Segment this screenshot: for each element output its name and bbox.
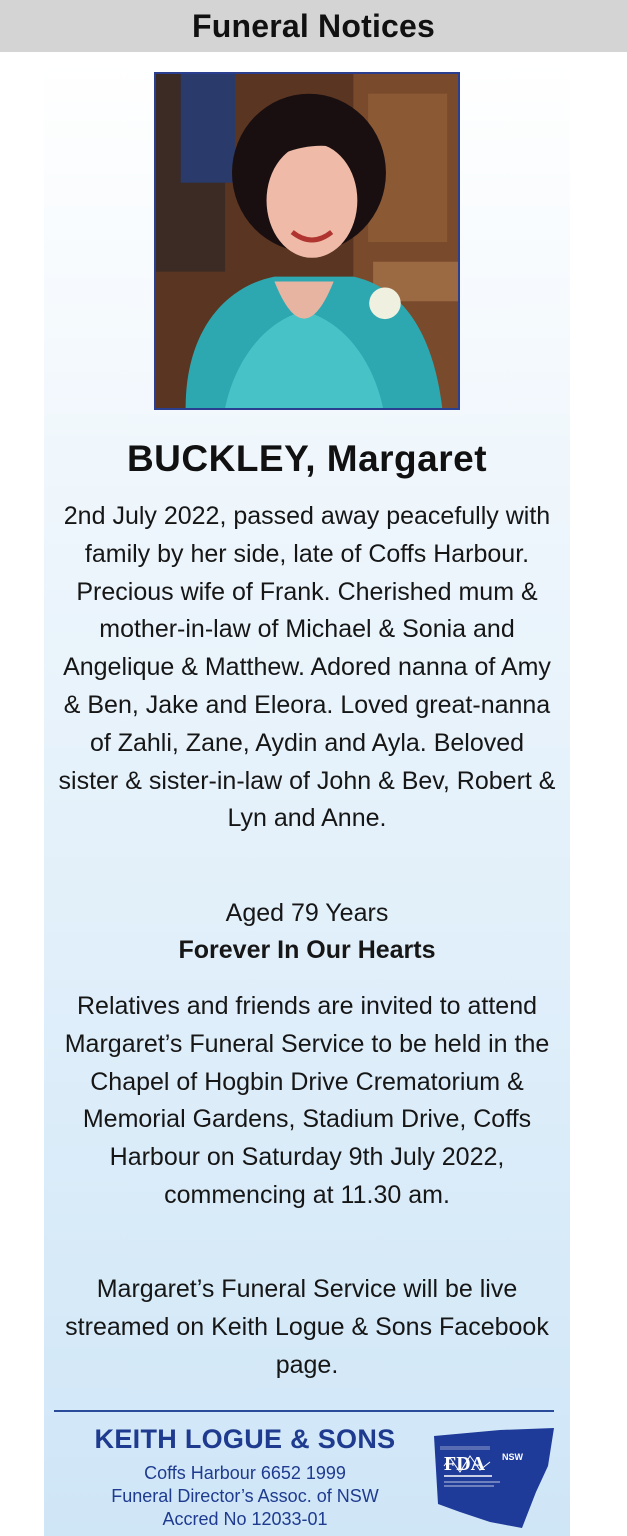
funeral-director-name: KEITH LOGUE & SONS [94, 1424, 396, 1454]
funeral-director-association: Funeral Director’s Assoc. of NSW [111, 1486, 379, 1506]
age-line: Aged 79 Years [225, 899, 389, 927]
notice-paragraph-service: Relatives and friends are invited to attend Margaret’s Funeral Service to be held in the Chapel of Hogbin Drive Crematorium & Memorial Gardens, Stadium Drive, Coffs Harbour on Saturday 9th July 2022, commencing at 11.30 am. [64, 992, 550, 1209]
svg-text:NSW: NSW [502, 1452, 523, 1462]
deceased-name: BUCKLEY, Margaret [126, 438, 488, 479]
portrait-photo [154, 72, 460, 410]
notice-paragraph-family: 2nd July 2022, passed away peacefully with family by her side, late of Coffs Harbour. Precious wife of Frank. Cherished mum & mother-in-law of Michael & Sonia and Angelique & Matthew. Adored nanna of Amy & Ben, Jake and Eleora. Loved great-nanna of Zahli, Zane, Aydin and Ayla. Beloved sister & sister-in-law of John & Bev, Robert & Lyn and Anne. [58, 502, 556, 833]
page-header [0, 0, 627, 52]
portrait-image [156, 74, 458, 408]
tribute-line: Forever In Our Hearts [178, 936, 436, 964]
fda-nsw-logo-icon [430, 1426, 556, 1532]
funeral-notice [44, 60, 570, 1536]
notice-paragraph-livestream: Margaret’s Funeral Service will be live streamed on Keith Logue & Sons Facebook page. [65, 1275, 549, 1379]
divider [54, 1410, 554, 1412]
page-title: Funeral Notices [191, 7, 436, 44]
svg-text:FDA: FDA [444, 1453, 486, 1475]
funeral-director-accreditation: Accred No 12033-01 [162, 1509, 328, 1529]
funeral-director-phone: Coffs Harbour 6652 1999 [144, 1463, 346, 1483]
